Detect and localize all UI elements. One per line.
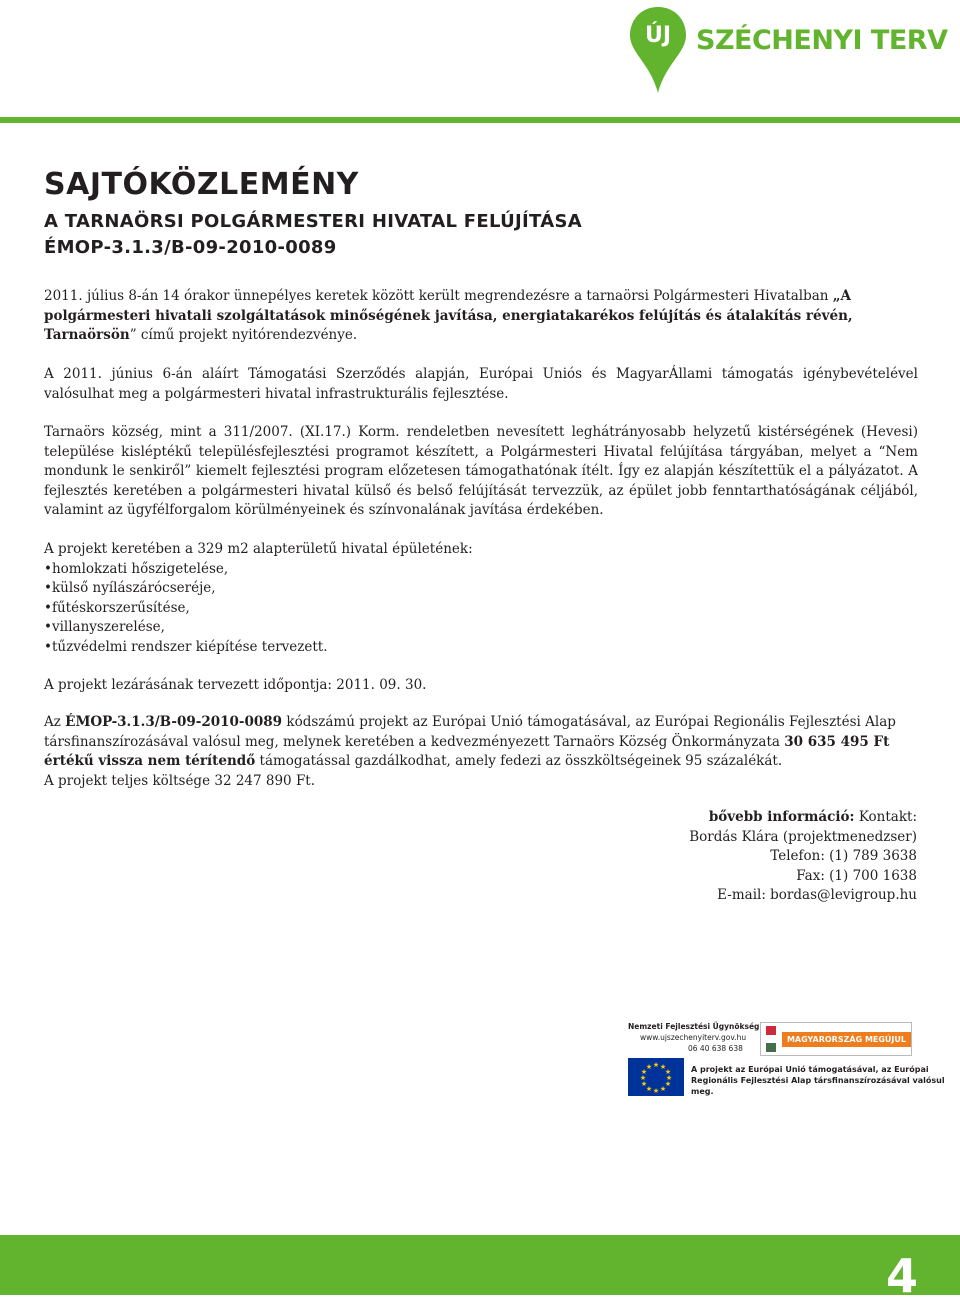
contact-email[interactable]: E-mail: bordas@levigroup.hu <box>717 887 917 903</box>
paragraph-contract <box>44 365 918 404</box>
page-subtitle: A TARNAÖRSI POLGÁRMESTERI HIVATAL FELÚJÍTÁSA <box>44 211 582 232</box>
map-pin-icon <box>628 5 688 95</box>
svg-text:★: ★ <box>645 1063 653 1071</box>
svg-text:★: ★ <box>664 1068 672 1076</box>
list-item: • tűzvédelmi rendszer kiépítése tervezett. <box>44 638 918 658</box>
agency-url[interactable]: www.ujszechenyiterv.gov.hu <box>640 1033 747 1042</box>
page-title: SAJTÓKÖZLEMÉNY <box>44 167 359 202</box>
paragraph-funding <box>44 713 918 791</box>
scope-intro: A projekt keretében a 329 m2 alapterületű hivatal épületének: <box>44 541 473 557</box>
deadline-text: A projekt lezárásának tervezett időpontja: 2011. 09. 30. <box>44 677 427 693</box>
contact-name: Bordás Klára (projektmenedzser) <box>689 828 917 845</box>
svg-text:★: ★ <box>640 1080 648 1088</box>
uj-szechenyi-terv-logo <box>628 5 948 95</box>
eu-funding-note <box>691 1064 960 1097</box>
hu-banner-text: MAGYARORSZÁG MEGÚJUL <box>782 1032 911 1047</box>
svg-text:★: ★ <box>664 1080 672 1088</box>
paragraph-intro <box>44 287 918 346</box>
svg-text:★: ★ <box>665 1074 673 1082</box>
info-label: bővebb információ: <box>708 809 855 825</box>
hungarian-flag-icon <box>766 1026 776 1052</box>
list-item: • fűtéskorszerűsítése, <box>44 599 918 619</box>
contact-block <box>689 808 917 906</box>
total-cost: A projekt teljes költsége 32 247 890 Ft. <box>44 772 316 789</box>
intro-lead: 2011. július 8-án 14 órakor ünnepélyes keretek között került megrendezésre a tarnaörsi Polgármesteri Hivatalban <box>44 288 829 304</box>
svg-text:★: ★ <box>640 1068 648 1076</box>
svg-text:★: ★ <box>652 1087 660 1095</box>
eu-note-line-1: A projekt az Európai Unió támogatásával, az Európai <box>691 1065 929 1074</box>
svg-text:★: ★ <box>659 1085 667 1093</box>
funding-text-b: kódszámú projekt az Európai Unió támogatásával, az Európai Regionális Fejlesztési Alap társfinanszírozásával valósul meg, melynek keretében a kedvezményezett Tarnaörs Község Önkormányzata <box>44 714 896 750</box>
eu-flag-icon <box>628 1058 684 1096</box>
project-code: ÉMOP-3.1.3/B-09-2010-0089 <box>44 237 337 258</box>
agency-name: Nemzeti Fejlesztési Ügynökség <box>628 1022 760 1031</box>
contact-phone: Telefon: (1) 789 3638 <box>770 848 917 864</box>
svg-text:★: ★ <box>645 1085 653 1093</box>
header-divider <box>0 117 960 123</box>
page-number: 4 <box>885 1249 918 1303</box>
footer-band <box>0 1235 960 1303</box>
logo-brand: SZÉCHENYI TERV <box>696 25 948 56</box>
contact-fax: Fax: (1) 700 1638 <box>796 867 917 884</box>
funding-project-code: ÉMOP-3.1.3/B-09-2010-0089 <box>65 714 283 730</box>
agency-info <box>628 1021 759 1054</box>
svg-text:★: ★ <box>659 1063 667 1071</box>
paragraph-deadline <box>44 676 918 696</box>
logo-badge: ÚJ <box>644 23 672 48</box>
svg-text:★: ★ <box>652 1061 660 1069</box>
paragraph-background <box>44 423 918 521</box>
contact-label: Kontakt: <box>854 809 917 825</box>
title-block <box>44 166 582 260</box>
funding-text-a: Az <box>44 714 66 730</box>
eu-note-line-2: Regionális Fejlesztési Alap társfinanszírozásával valósul meg. <box>691 1076 945 1096</box>
list-item: • külső nyílászárócseréje, <box>44 579 918 599</box>
funding-text-c: támogatással gazdálkodhat, amely fedezi az összköltségeinek 95 százalékát. <box>255 753 783 769</box>
intro-tail: ” című projekt nyitórendezvénye. <box>129 327 358 343</box>
contract-text: A 2011. június 6-án aláírt Támogatási Szerződés alapján, Európai Uniós és MagyarÁllami támogatás igénybevételével valósulhat meg a polgármesteri hivatal infrastrukturális fejlesztése. <box>44 366 918 402</box>
paragraph-scope <box>44 540 918 657</box>
background-text: Tarnaörs község, mint a 311/2007. (XI.17.) Korm. rendeletben nevesített leghátrányosabb helyzetű kistérségének (Hevesi) települése kisléptékű településfejlesztési programot készített, a Polgármesteri Hivatal felújítása tárgyában, melyet a “Nem mondunk le senkiről” kiemelt fejlesztési program előzetesen támogathatónak ítélt. Így ez alapján készítettük el a pályázatot. A fejlesztés keretében a polgármesteri hivatal külső és belső felújítását tervezzük, az épület jobb fenntarthatóságának céljából, valamint az ügyfélforgalom körülményeinek és színvonalának javítása érdekében. <box>44 424 918 518</box>
svg-text:★: ★ <box>639 1074 647 1082</box>
scope-list <box>44 560 918 658</box>
agency-phone: 06 40 638 638 <box>688 1044 743 1053</box>
hungary-renews-logo <box>760 1022 912 1056</box>
project-name: „A polgármesteri hivatali szolgáltatások minőségének javítása, energiatakarékos felújítás és átalakítás révén, Tarnaörsön <box>44 288 853 343</box>
list-item: • homlokzati hőszigetelése, <box>44 560 918 580</box>
list-item: • villanyszerelése, <box>44 618 918 638</box>
funding-amount: 30 635 495 Ft értékű vissza nem térítendő <box>44 733 890 769</box>
